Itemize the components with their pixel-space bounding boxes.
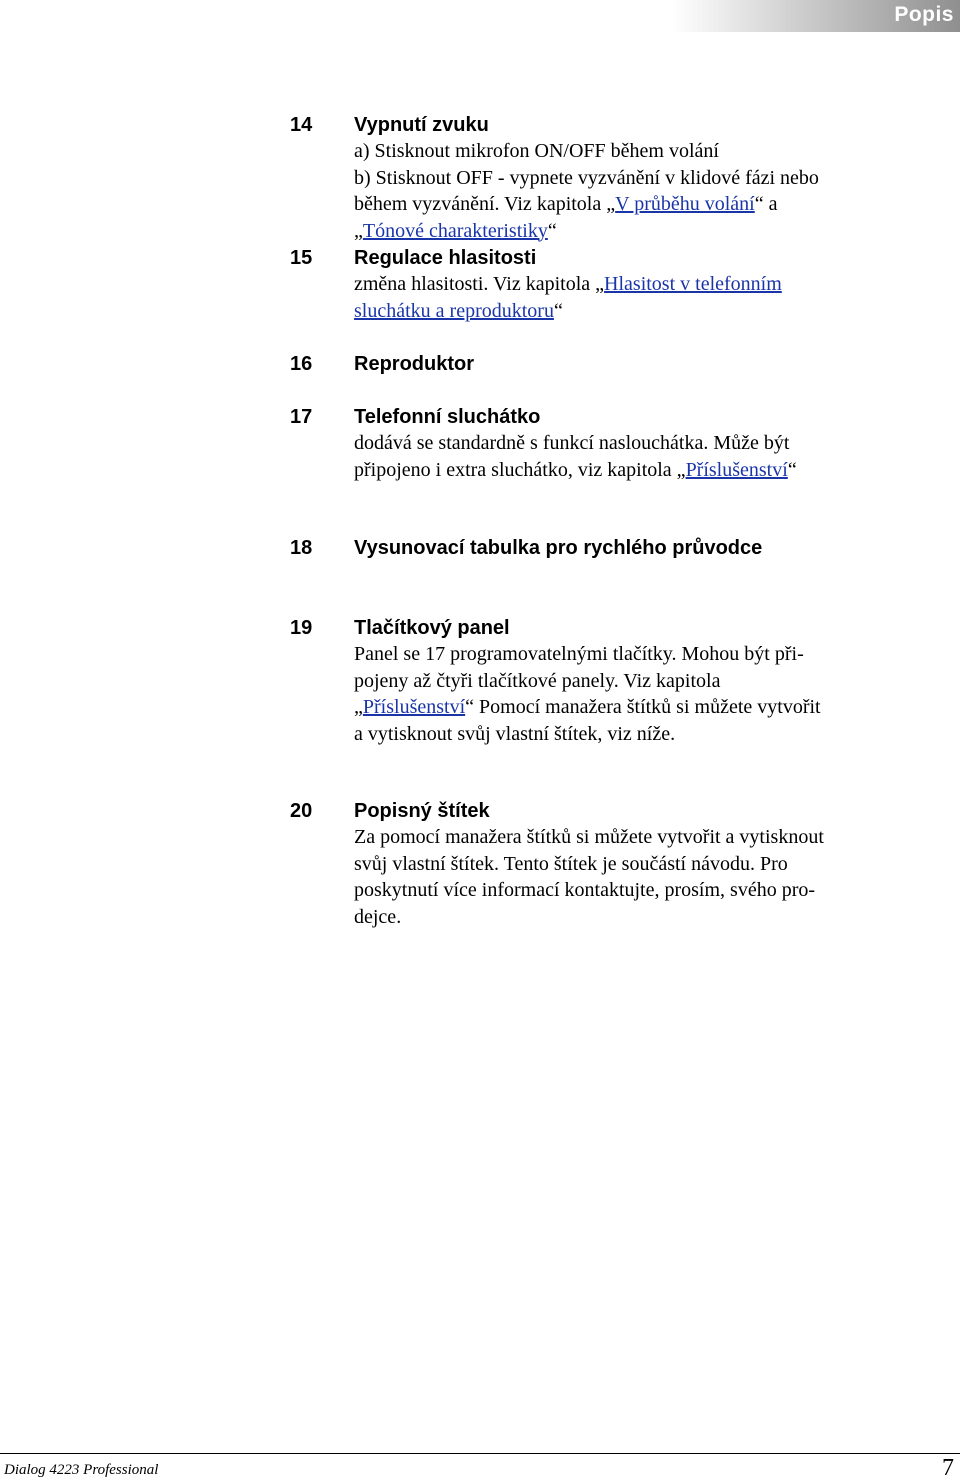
description-line xyxy=(354,191,819,218)
cross-reference-link[interactable]: Příslušenství xyxy=(362,696,466,718)
text-segment: během vyzvánění. Viz kapitola „ xyxy=(354,193,616,215)
item-heading: Popisný štítek xyxy=(354,800,490,822)
description-line xyxy=(354,668,821,695)
cross-reference-link[interactable]: Tónové charakteristiky xyxy=(362,219,548,242)
footer-product-name: Dialog 4223 Professional xyxy=(4,1462,159,1478)
item-heading: Telefonní sluchátko xyxy=(354,406,541,428)
description-line xyxy=(354,694,821,721)
item-heading: Vypnutí zvuku xyxy=(354,114,489,136)
description-line xyxy=(354,721,821,748)
cross-reference-link[interactable]: sluchátku a reproduktoru xyxy=(354,299,554,322)
item-number: 20 xyxy=(290,800,313,822)
description-line xyxy=(354,298,782,325)
description-line xyxy=(354,904,824,931)
text-segment: a vytisknout svůj vlastní štítek, viz níže. xyxy=(354,722,676,745)
item-number: 18 xyxy=(290,537,313,559)
text-segment: Panel se 17 programovatelnými tlačítky. Mohou být při- xyxy=(354,643,804,665)
text-segment: svůj vlastní štítek. Tento štítek je součástí návodu. Pro xyxy=(354,852,788,875)
item-description xyxy=(354,271,782,324)
item-number: 19 xyxy=(290,617,313,639)
item-description xyxy=(354,824,824,930)
item-number: 14 xyxy=(290,114,313,136)
text-segment: “ xyxy=(787,458,797,481)
description-line xyxy=(354,824,824,851)
description-line xyxy=(354,218,819,245)
cross-reference-link[interactable]: Hlasitost v telefonním xyxy=(604,273,782,295)
text-segment: “ Pomocí manažera štítků si můžete vytvořit xyxy=(465,696,821,718)
description-line xyxy=(354,271,782,298)
text-segment: a) Stisknout mikrofon ON/OFF během volání xyxy=(354,140,719,162)
text-segment: dodává se standardně s funkcí naslouchátka. Může být xyxy=(354,432,790,454)
text-segment: poskytnutí více informací kontaktujte, prosím, svého pro- xyxy=(354,879,816,901)
description-line xyxy=(354,877,824,904)
text-segment: “ a xyxy=(754,193,778,215)
item-heading: Regulace hlasitosti xyxy=(354,247,537,269)
item-number: 17 xyxy=(290,406,313,428)
header-bar xyxy=(0,0,960,32)
description-line xyxy=(354,641,821,668)
item-description xyxy=(354,641,821,747)
item-heading: Tlačítkový panel xyxy=(354,617,510,639)
cross-reference-link[interactable]: V průběhu volání xyxy=(615,193,755,215)
footer-divider xyxy=(0,1453,960,1454)
text-segment: “ xyxy=(547,219,557,242)
item-description xyxy=(354,138,819,244)
text-segment: dejce. xyxy=(354,905,402,928)
text-segment: pojeny až čtyři tlačítkové panely. Viz kapitola xyxy=(354,669,721,692)
section-title: Popis xyxy=(894,3,954,26)
description-line xyxy=(354,851,824,878)
text-segment: “ xyxy=(553,299,563,322)
description-line xyxy=(354,138,819,165)
cross-reference-link[interactable]: Příslušenství xyxy=(685,458,788,481)
text-segment: připojeno i extra sluchátko, viz kapitola „ xyxy=(354,458,686,481)
page-number: 7 xyxy=(942,1455,954,1481)
text-segment: „ xyxy=(354,696,363,718)
text-segment: změna hlasitosti. Viz kapitola „ xyxy=(354,273,605,295)
item-number: 15 xyxy=(290,247,313,269)
text-segment: b) Stisknout OFF - vypnete vyzvánění v klidové fázi nebo xyxy=(354,166,819,189)
item-description xyxy=(354,430,797,483)
description-line xyxy=(354,430,797,457)
description-line xyxy=(354,165,819,192)
text-segment: Za pomocí manažera štítků si můžete vytvořit a vytisknout xyxy=(354,826,824,848)
item-number: 16 xyxy=(290,353,313,375)
description-line xyxy=(354,457,797,484)
item-heading: Reproduktor xyxy=(354,353,474,375)
item-heading: Vysunovací tabulka pro rychlého průvodce xyxy=(354,537,763,559)
text-segment: „ xyxy=(354,219,363,242)
